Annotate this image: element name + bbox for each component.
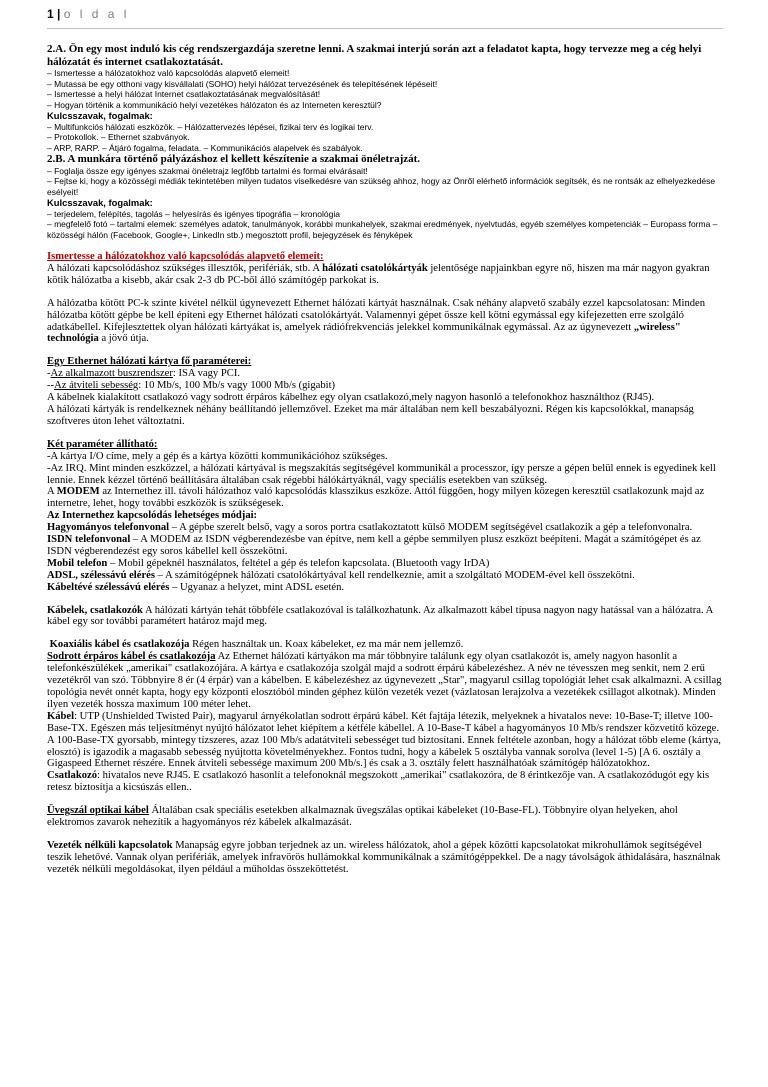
task-a-item: – Ismertesse a hálózatokhoz való kapcsolódás alapvető elemeit! bbox=[47, 68, 290, 78]
mode-item: ADSL, szélessávú elérés – A számítógépnek hálózati csatolókártyával kell rendelkeznie, amit a szolgáltató MODEM-ével kell összekötni. bbox=[47, 569, 635, 581]
paragraph: Sodrott érpáros kábel és csatlakozója Az Ethernet hálózati kártyákon ma már többnyire találunk egy olyan csatlakozót is, amely nagyon hasonlít a telefonkészülékek „amerikai" csatlakozójára. A kártya e csatlakozója szolgál majd a sodrott érpárú kábelezéshez. A név ne tévesszen meg senkit, nem 2 erű vezetékről van szó. Többnyire 8 ér (4 érpár) van a kábelben. E kábelezéshez az úgynevezett „Star", magyarul csillag topológiát lehet csak alkalmazni. A csillag topológia nevét onnét kapta, hogy egy központi elosztóból minden géphez külön vezeték vezet (vázlatosan lerajzolva a vezetékek csillagot alkotnak). Minden ilyen vezeték hossza maximum 100 méter lehet. bbox=[47, 651, 722, 710]
task-b-keyword: – terjedelem, felépítés, tagolás – helyesírás és igényes tipográfia – kronológia bbox=[47, 208, 340, 219]
task-b-title: 2.B. A munkára történő pályázáshoz el kellett készítenie a szakmai önéletrajzát. bbox=[47, 153, 421, 165]
paragraph: A hálózati kártyák is rendelkeznek néhány beállítandó jellemzővel. Ezeket ma már általában nem kell beszabályozni. Régen kis kapcsolókkal, manapság szoftveres úton lehet változtatni. bbox=[47, 403, 694, 427]
task-a-item: – Mutassa be egy otthoni vagy kisvállalati (SOHO) helyi hálózat tervezésének és telepítésének lépéseit! bbox=[47, 78, 438, 89]
page-header bbox=[47, 0, 723, 29]
task-b-keyword: – megfelelő fotó – tartalmi elemek: személyes adatok, tanulmányok, korábbi munkahelyek, szakmai eredmények, nyelvtudás, egyéb személyes kompetenciák – Europass forma – közösségi hálón (Facebook, Google+, LinkedIn stb.) megosztott profil, bejegyzések és fényképek bbox=[47, 219, 718, 240]
mode-item: Kábeltévé szélessávú elérés – Ugyanaz a helyzet, mint ADSL esetén. bbox=[47, 581, 345, 593]
param-line: --Az átviteli sebesség: 10 Mb/s, 100 Mb/s vagy 1000 Mb/s (gigabit) bbox=[47, 380, 336, 392]
task-a-keyword: – Protokollok. – Ethernet szabványok. bbox=[47, 132, 190, 142]
paragraph: A MODEM az Internethez ill. távoli hálózathoz való kapcsolódás klasszikus eszköze. Attól függően, hogy milyen közegen keresztül csatlakozunk majd az internetre, lehet, hogy további eszközök is szükségesek. bbox=[47, 486, 705, 510]
section-ethernet-params bbox=[47, 356, 723, 427]
paragraph: A hálózati kapcsolódáshoz szükséges illesztők, perifériák, stb. A hálózati csatolókártyák jelentősége napjainkban egyre nő, hiszen ma már nagyon gyakran kötik hálózatba a kisebb, akár csak 2-3 db PC-ből álló számítógép parkokat is. bbox=[47, 262, 710, 286]
mode-item: Mobil telefon – Mobil gépeknél használatos, feltétel a gép és telefon kapcsolata. (Bluetooth vagy IrDA) bbox=[47, 557, 490, 569]
section-two-params bbox=[47, 439, 723, 594]
task-a-keyword: – Multifunkciós hálózati eszközök. – Hálózattervezés lépései, fizikai terv és logikai terv. bbox=[47, 121, 374, 132]
section-heading: Ismertesse a hálózatokhoz való kapcsolódás alapvető elemeit: bbox=[47, 251, 324, 262]
param-line: -Az alkalmazott buszrendszer: ISA vagy PCI. bbox=[47, 368, 241, 380]
task-a-keywords-title: Kulcsszavak, fogalmak: bbox=[47, 110, 153, 121]
paragraph: Csatlakozó: hivatalos neve RJ45. E csatlakozó hasonlít a telefonoknál megszokott „amerikai" csatlakozóra, de 8 érintkezője van. A csatlakozódugót egy kis retesz biztosítja a kicsúszás ellen.. bbox=[47, 770, 710, 794]
paragraph: Üvegszál optikai kábel Általában csak speciális esetekben alkalmaznak üvegszálas optikai kábeleket (10-Base-FL). Többnyire olyan helyeken, ahol elektromos zavarok nehezítik a hagyományos réz kábelek alkalmazását. bbox=[47, 805, 678, 829]
subheading: Az Internethez kapcsolódás lehetséges módjai: bbox=[47, 510, 258, 522]
section-heading: Két paraméter állítható: bbox=[47, 438, 158, 450]
mode-item: Hagyományos telefonvonal – A gépbe szerelt belső, vagy a soros portra csatlakoztatott külső MODEM segítségével csatlakozik a gép a telefonvonalra. bbox=[47, 522, 693, 534]
header-separator: | bbox=[57, 7, 61, 21]
section-network-basics bbox=[47, 251, 723, 345]
paragraph: Kábelek, csatlakozók A hálózati kártyán tehát többféle csatlakozóval is találkozhatunk. Az alkalmazott kábel típusa nagyon nagy hatással van a hálózatra. A kábel egy sor további paramétert határoz majd meg. bbox=[47, 604, 713, 628]
task-a-keyword: – ARP, RARP. – Átjáró fogalma, feladata. – Kommunikációs alapelvek és szabályok. bbox=[47, 142, 363, 153]
page-number: 1 bbox=[47, 7, 54, 21]
paragraph: -Az IRQ. Mint minden eszközzel, a hálózati kártyával is megszakítás segítségével kommunikál a processzor, így persze a gépen belül ennek is egyedinek kell lennie. Ennek kézzel történő beállítására általában csak régebbi hálókártyáknál, vagy speciális esetekben van szükség. bbox=[47, 462, 716, 486]
paragraph: A kábelnek kialakított csatlakozó vagy sodrott érpáros kábelhez egy olyan csatlakozó,mely nagyon hasonló a telefonokhoz használthoz (RJ45). bbox=[47, 392, 655, 404]
section-heading: Egy Ethernet hálózati kártya fő paraméterei: bbox=[47, 356, 252, 368]
task-a-item: – Ismertesse a helyi hálózat Internet csatlakoztatásának megvalósítását! bbox=[47, 89, 321, 99]
task-b-item: – Foglalja össze egy igényes szakmai önéletrajz legfőbb tartalmi és formai elvárásait! bbox=[47, 165, 368, 176]
document-page bbox=[47, 0, 723, 876]
task-b bbox=[47, 153, 723, 240]
task-a-item: – Hogyan történik a kommunikáció helyi vezetékes hálózaton és az Interneten keresztül? bbox=[47, 99, 382, 110]
page-word: o l d a l bbox=[63, 7, 130, 21]
task-a bbox=[47, 43, 723, 153]
task-a-title: 2.A. Ön egy most induló kis cég rendszergazdája szeretne lenni. A szakmai interjú során azt a feladatot kapta, hogy tervezze meg a cég helyi hálózatát és internet csatlakoztatását. bbox=[47, 43, 702, 68]
paragraph: Vezeték nélküli kapcsolatok Manapság egyre jobban terjednek az un. wireless hálózatok, ahol a gépek közötti kapcsolatokat mikrohullámok segítségével teszik lehetővé. Vannak olyan perifériák, amelyek infravörös hullámokkal kommunikálnak a számítógéppekkel. De a nagy távolságok áthidalására, használnak vezeték nélküli megoldásokat, ilyen például a műholdas összeköttetést. bbox=[47, 839, 721, 875]
paragraph: Koaxiális kábel és csatlakozója Régen használtak un. Koax kábeleket, ez ma már nem jellemző. bbox=[49, 639, 464, 651]
task-b-keywords-title: Kulcsszavak, fogalmak: bbox=[47, 197, 153, 208]
section-cables bbox=[47, 605, 723, 876]
mode-item: ISDN telefonvonal – A MODEM az ISDN végberendezésbe van építve, nem kell a gépbe semmilyen plusz eszközt beépíteni. Magát a számítógépet és az ISDN végberendezést egy soros kábellel kell összekötni. bbox=[47, 534, 701, 557]
paragraph: -A kártya I/O címe, mely a gép és a kártya közötti kommunikációhoz szükséges. bbox=[47, 450, 388, 462]
paragraph: A hálózatba kötött PC-k szinte kivétel nélkül úgynevezett Ethernet hálózati kártyát használnak. Csak néhány alapvető szabály ezzel kapcsolatosan: Minden hálózatba kötött gépbe be kell építeni egy Ethernet hálózati csatolókártyát. Valamennyi gépet össze kell kötni egymással egy kifejezetten erre szolgáló adatkábellel. Kifejlesztettek olyan hálózati kártyákat is, amelyek rádiófrekvenciás jelekkel kommunikálnak egymással. Az az úgynevezett „wireless" technológia a jövő útja. bbox=[47, 297, 706, 345]
paragraph: Kábel: UTP (Unshielded Twisted Pair), magyarul árnyékolatlan sodrott érpárú kábel. Két fajtája létezik, melyeknek a hivatalos neve: 10-Base-T; illetve 100-Base-TX. Egészen más teljesítményt nyújtó hálózatot lehet kiépítem a kétféle kábellel. A 10-Base-T kábel a hagyományos 10 Mb/s rendszer közvetítő közege. A 100-Base-TX gyorsabb, mintegy tízszeres, azaz 100 Mb/s adatátviteli sebességet tud biztosítani. Ennek feltétele azonban, hogy a hálózat több eleme (kártya, elosztó) is igazodik a magasabb sebesség nyújtotta követelményekhez. Fontos tudni, hogy a kábelek 5 osztályba vannak sorolva (level 1-5) [A 6. osztály a Gigaspeed Ethernet részére. Ennek átviteli sebessége maximum 200 Mb/s.] és csak a 3. osztály felett használhatóak számítógép hálózatokhoz. bbox=[47, 710, 721, 770]
task-b-item: – Fejtse ki, hogy a közösségi médiák tekintetében milyen tudatos viselkedésre van szükség ahhoz, hogy az Önről elérhető információk segítsék, és ne rontsák az elhelyezkedése esélyeit! bbox=[47, 176, 716, 197]
